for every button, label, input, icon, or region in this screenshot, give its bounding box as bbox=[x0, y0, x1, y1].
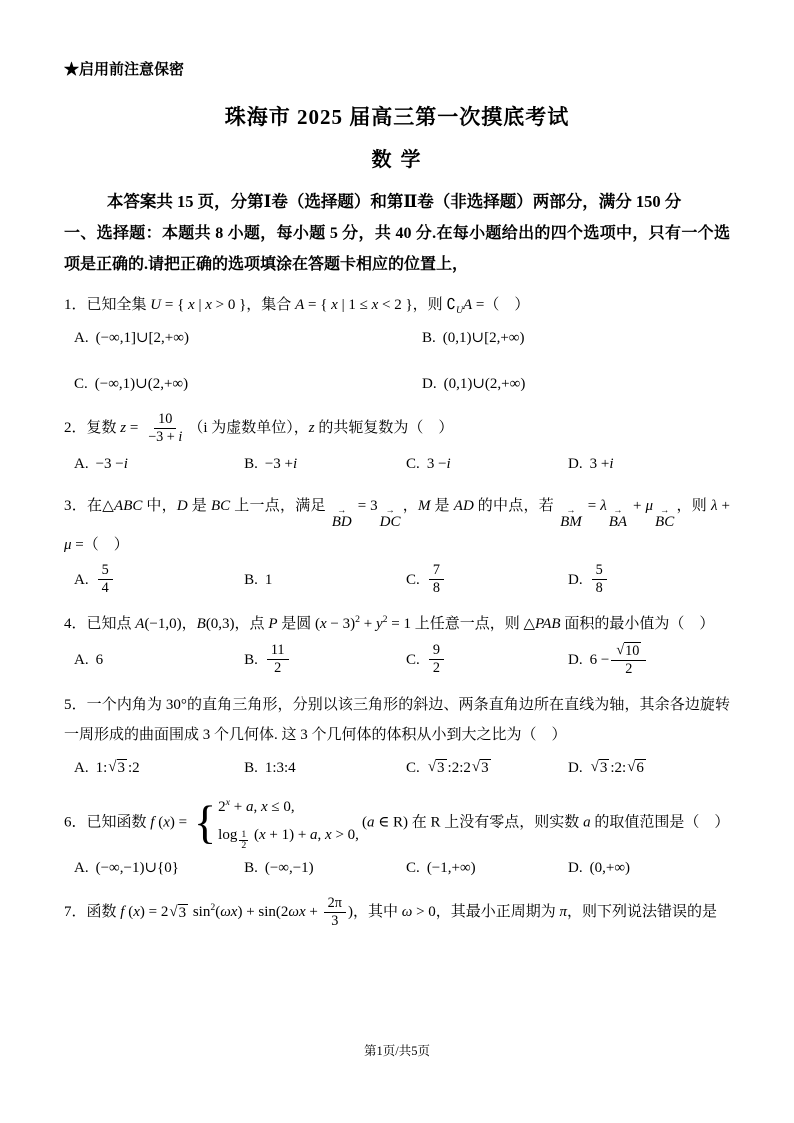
math-var: x bbox=[331, 297, 338, 314]
math-var: x bbox=[260, 799, 268, 816]
fraction: $\frac{2\pi}{3}$ bbox=[324, 895, 346, 930]
math-var: PAB bbox=[535, 616, 561, 633]
option-D: D. (0,1)∪(2,+∞) bbox=[422, 369, 730, 399]
radical: √ 3 bbox=[590, 759, 608, 777]
option-label: D. bbox=[568, 760, 583, 777]
math-var: x bbox=[133, 904, 140, 921]
page-footer: 第1页/共5页 bbox=[364, 1043, 430, 1058]
piecewise bbox=[194, 795, 359, 851]
option-C bbox=[406, 642, 568, 677]
fraction: $\frac{5}{4}$ bbox=[98, 562, 113, 597]
question-1-options bbox=[64, 323, 730, 399]
option-D: D. 6 − √ 10 2 bbox=[568, 642, 730, 677]
question-5-stem: 5．一个内角为 30°的直角三角形，分别以该三角形的斜边、两条直角边所在直线为轴，其余各边旋转一周形成的曲面围成 3 个几何体. 这 3 个几何体的体积从小到大之比为（ ） bbox=[64, 696, 730, 744]
vector: → BD bbox=[332, 508, 352, 530]
vector: → BA bbox=[609, 508, 627, 530]
question-5-options bbox=[64, 753, 730, 783]
piecewise-line: log $_{\frac{1}{2}}$ (x + 1) + a, x > 0, bbox=[218, 826, 359, 851]
option-label: D. bbox=[422, 376, 437, 393]
math-var: a bbox=[366, 814, 375, 831]
fraction: √ 10 2 bbox=[611, 642, 646, 677]
math-var: i bbox=[293, 455, 298, 472]
option-label: B. bbox=[244, 651, 258, 668]
math-var: λ bbox=[600, 497, 607, 514]
option-label: B. bbox=[244, 571, 258, 588]
math-var: f bbox=[150, 814, 155, 831]
option-label: B. bbox=[422, 330, 436, 347]
fraction: $\frac{9}{2}$ bbox=[429, 642, 444, 677]
math-var: P bbox=[268, 616, 278, 633]
math-var: A bbox=[135, 616, 145, 633]
question-6-options bbox=[64, 853, 730, 883]
option-label: C. bbox=[406, 860, 420, 877]
math-var: z bbox=[308, 420, 315, 437]
subscript bbox=[237, 828, 250, 851]
question-7-stem: 7．函数 f (x) = 2 √ 3 $\sin^2(\omega x) + \sin(2\omega x$ + $\frac{2\pi}{3}$ )，其中 ω > 0，其最小正周期为 π，则下列说法错误的是 bbox=[64, 895, 718, 930]
math-var: A bbox=[295, 297, 305, 314]
math-var: U bbox=[455, 305, 463, 317]
math-var: ABC bbox=[114, 497, 143, 514]
option-label: B. bbox=[244, 760, 258, 777]
math-var: i bbox=[123, 455, 128, 472]
option-label: A. bbox=[74, 760, 89, 777]
math-var: BC bbox=[211, 497, 231, 514]
superscript: 2 bbox=[210, 902, 216, 914]
option-C: C. (−∞,1)∪(2,+∞) bbox=[74, 369, 422, 399]
option-B: B. (−∞,−1) bbox=[244, 853, 406, 883]
option-D bbox=[568, 562, 730, 597]
radical: √ 10 bbox=[616, 642, 640, 660]
option-A: A. (−∞,1]∪[2,+∞) bbox=[74, 323, 422, 353]
question-4-stem: 4．已知点 A(−1,0)，B(0,3)，点 P 是圆 $(x - 3)^2 + y^2 = 1$ 上任意一点，则 △PAB 面积的最小值为（ ） bbox=[64, 614, 715, 633]
question-7 bbox=[64, 895, 730, 930]
math-var: ωx bbox=[288, 904, 306, 921]
math-var: i bbox=[446, 455, 451, 472]
fraction: 1 2 bbox=[241, 828, 247, 851]
superscript: 2 bbox=[382, 614, 388, 626]
option-label: D. bbox=[568, 571, 583, 588]
math-var: M bbox=[418, 497, 431, 514]
fraction: $\frac{11}{2}$ bbox=[267, 642, 289, 677]
question-3-options bbox=[64, 562, 730, 597]
math-var: x bbox=[319, 616, 327, 633]
question-4-options bbox=[64, 642, 730, 677]
math-var: A bbox=[463, 297, 473, 314]
option-label: C. bbox=[406, 651, 420, 668]
exam-subject: 数 学 bbox=[371, 149, 423, 171]
option-D: D. 3 + i bbox=[568, 449, 730, 479]
question-5 bbox=[64, 690, 730, 784]
fraction: $\frac{5}{8}$ bbox=[592, 562, 607, 597]
question-1-stem: 1．已知全集 U = { x | x > 0 }，集合 A = { x | 1 ≤ x < 2 }，则 $∁_UA$ =（ ） bbox=[64, 297, 530, 317]
question-1 bbox=[64, 290, 730, 399]
math-var: x bbox=[225, 797, 230, 809]
option-label: C. bbox=[406, 571, 420, 588]
option-label: A. bbox=[74, 571, 89, 588]
option-A bbox=[74, 562, 244, 597]
math-var: x bbox=[258, 826, 266, 843]
option-label: A. bbox=[74, 651, 89, 668]
option-label: A. bbox=[74, 455, 89, 472]
question-3-stem: 3．在△ABC 中，D 是 BC 上一点，满足 → BD = 3→ DC，M 是 AD 的中点，若 → BM = λ→ BA + μ→ BC，则 λ + μ =（ ） bbox=[64, 491, 730, 561]
radical: √ 6 bbox=[627, 759, 644, 777]
subscript bbox=[456, 305, 463, 316]
math-var: a bbox=[310, 826, 318, 843]
math-var: a bbox=[583, 814, 591, 831]
math-var: B bbox=[196, 616, 206, 633]
radical: √ 3 bbox=[427, 759, 445, 777]
option-C: C. 3 − i bbox=[406, 449, 568, 479]
exam-title: 珠海市 2025 届高三第一次摸底考试 bbox=[224, 105, 570, 129]
radical: √ 3 bbox=[169, 904, 187, 922]
question-6-stem: 6．已知函数 f (x) = { $2^x + a$, x ≤ 0, log $_{\frac{1}{2}}$ (x + 1) + a, x > 0, (a ∈ R) 在 R 上没有零点，则实数 a 的取值范围是（ ） bbox=[64, 797, 730, 851]
math-var: z bbox=[120, 420, 127, 437]
option-A: A. −3 − i bbox=[74, 449, 244, 479]
fraction: $\frac{10}{-3 + i}$ bbox=[148, 411, 183, 446]
option-B: B. (0,1)∪[2,+∞) bbox=[422, 323, 730, 353]
option-label: A. bbox=[74, 860, 89, 877]
option-B: B. 1:3:4 bbox=[244, 753, 406, 783]
math-var: ω bbox=[401, 904, 413, 921]
question-6 bbox=[64, 795, 730, 883]
math-var: λ bbox=[710, 497, 718, 514]
vector: → DC bbox=[380, 508, 401, 530]
option-B: B. −3 + i bbox=[244, 449, 406, 479]
radical: √ 3 bbox=[108, 759, 125, 777]
option-label: D. bbox=[568, 455, 583, 472]
math-var: i bbox=[609, 455, 614, 472]
option-C: C. (−1,+∞) bbox=[406, 853, 568, 883]
question-4 bbox=[64, 609, 730, 677]
section-heading: 一、选择题：本题共 8 小题，每小题 5 分，共 40 分.在每小题给出的四个选项中，只有一个选项是正确的.请把正确的选项填涂在答题卡相应的位置上， bbox=[64, 225, 730, 274]
option-C: C. √ 3 :2:2 √ 3 bbox=[406, 753, 568, 783]
brace: { bbox=[193, 797, 217, 849]
superscript bbox=[226, 797, 230, 808]
option-B: B. 1 bbox=[244, 565, 406, 595]
math-var: x bbox=[163, 814, 170, 831]
math-var: f bbox=[120, 904, 125, 921]
math-var: ωx bbox=[220, 904, 238, 921]
math-var: x bbox=[371, 297, 379, 314]
math-var: x bbox=[188, 297, 195, 314]
piecewise-line: $2^x + a$, x ≤ 0, bbox=[218, 797, 295, 816]
vector: → BC bbox=[655, 508, 674, 530]
math-var: U bbox=[150, 297, 162, 314]
math-var: π bbox=[559, 904, 568, 921]
superscript: 2 bbox=[355, 614, 360, 626]
question-2-options bbox=[64, 449, 730, 479]
question-2-stem: 2．复数 z = $\frac{10}{-3 + i}$ （i 为虚数单位），z 的共轭复数为（ ） bbox=[64, 411, 454, 446]
option-A: A. 6 bbox=[74, 645, 244, 675]
math-var: i bbox=[178, 429, 183, 446]
math-var: a bbox=[245, 799, 254, 816]
vector: → BM bbox=[560, 508, 582, 530]
math-var: μ bbox=[64, 536, 72, 553]
option-B bbox=[244, 642, 406, 677]
question-3 bbox=[64, 491, 730, 598]
security-notice: ★启用前注意保密 bbox=[64, 62, 185, 78]
option-C bbox=[406, 562, 568, 597]
math-var: y bbox=[375, 616, 383, 633]
option-D: D. (0,+∞) bbox=[568, 853, 730, 883]
option-A: A. (−∞,−1)∪{0} bbox=[74, 853, 244, 883]
option-label: C. bbox=[406, 455, 420, 472]
math-var: μ bbox=[645, 497, 654, 514]
exam-intro: 本答案共 15 页，分第Ⅰ卷（选择题）和第Ⅱ卷（非选择题）两部分，满分 150 分 bbox=[106, 192, 682, 211]
option-A: A. 1: √ 3 :2 bbox=[74, 753, 244, 783]
option-label: C. bbox=[74, 376, 88, 393]
option-label: B. bbox=[244, 455, 258, 472]
math-var: x bbox=[325, 826, 332, 843]
option-D: D. √ 3 :2: √ 6 bbox=[568, 753, 730, 783]
radical: √ 3 bbox=[471, 759, 489, 777]
math-var: D bbox=[176, 497, 188, 514]
option-label: D. bbox=[568, 651, 583, 668]
question-2 bbox=[64, 411, 730, 478]
option-label: C. bbox=[406, 760, 420, 777]
option-label: A. bbox=[74, 330, 89, 347]
option-label: D. bbox=[568, 860, 583, 877]
option-label: B. bbox=[244, 860, 258, 877]
fraction: $\frac{7}{8}$ bbox=[429, 562, 444, 597]
math-var: AD bbox=[453, 497, 474, 514]
math-var: x bbox=[205, 297, 212, 314]
